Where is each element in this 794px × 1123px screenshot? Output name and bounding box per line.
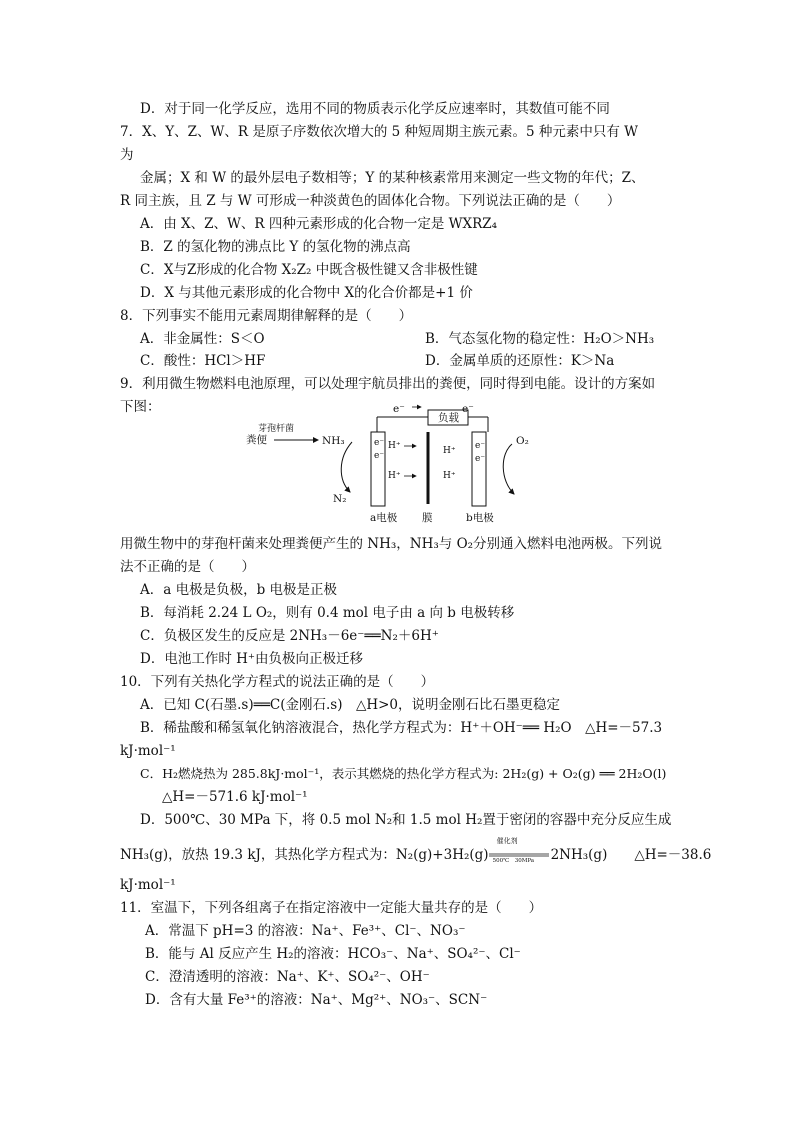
svg-text:e⁻: e⁻ xyxy=(475,454,486,464)
q7-stem-line-2: 为 xyxy=(120,147,134,163)
o2-label: O₂ xyxy=(516,435,529,447)
q11-option-a: A．常温下 pH=3 的溶液：Na⁺、Fe³⁺、Cl⁻、NO₃⁻ xyxy=(145,923,466,939)
q10-option-b-line-1: B．稀盐酸和稀氢氧化钠溶液混合，热化学方程式为：H⁺＋OH⁻══ H₂O △H=－57.3 xyxy=(140,720,663,736)
q7-stem-line-3: 金属；X 和 W 的最外层电子数相等；Y 的某种核素常用来测定一些文物的年代；Z、 xyxy=(140,170,645,186)
q10-stem: 10．下列有关热化学方程式的说法正确的是（ ） xyxy=(120,674,435,690)
q10-option-c-line-2: △H=－571.6 kJ·mol⁻¹ xyxy=(162,789,308,805)
q8-stem: 8．下列事实不能用元素周期律解释的是（ ） xyxy=(120,308,413,324)
svg-text:H⁺: H⁺ xyxy=(443,446,456,456)
load-label: 负载 xyxy=(438,412,459,424)
svg-text:H⁺: H⁺ xyxy=(443,471,456,481)
svg-text:e⁻: e⁻ xyxy=(374,438,385,448)
q11-option-d: D．含有大量 Fe³⁺的溶液：Na⁺、Mg²⁺、NO₃⁻、SCN⁻ xyxy=(145,992,488,1008)
q7-option-a: A．由 X、Z、W、R 四种元素形成的化合物一定是 WXRZ₄ xyxy=(140,216,498,232)
q9-option-a: A．a 电极是负极，b 电极是正极 xyxy=(140,582,338,598)
q9-desc-line-2: 法不正确的是（ ） xyxy=(120,559,255,575)
svg-text:H⁺: H⁺ xyxy=(388,471,401,481)
svg-text:H⁺: H⁺ xyxy=(388,441,401,451)
n2-label: N₂ xyxy=(333,493,347,505)
q9-option-c: C．负极区发生的反应是 2NH₃－6e⁻══N₂＋6H⁺ xyxy=(140,628,439,644)
condition-label: 500℃ 30MPa xyxy=(492,858,535,864)
svg-text:e⁻: e⁻ xyxy=(374,451,385,461)
q9-option-b: B．每消耗 2.24 L O₂，则有 0.4 mol 电子由 a 向 b 电极转移 xyxy=(140,605,515,621)
q9-stem-line-2: 下图： xyxy=(120,399,161,415)
q7-stem-line-4: R 同主族，且 Z 与 W 可形成一种淡黄色的固体化合物。下列说法正确的是（ ） xyxy=(120,193,621,209)
q9-stem-line-1: 9．利用微生物燃料电池原理，可以处理宇航员排出的粪便，同时得到电能。设计的方案如 xyxy=(120,376,656,392)
catalyst-arrow xyxy=(489,837,551,864)
catalyst-label: 催化剂 xyxy=(496,837,518,845)
q8-option-b: B．气态氢化物的稳定性：H₂O＞NH₃ xyxy=(425,331,655,347)
svg-text:e⁻: e⁻ xyxy=(475,441,486,451)
q10-option-c-line-1: C．H₂燃烧热为 285.8kJ·mol⁻¹，表示其燃烧的热化学方程式为: 2H₂(g) + O₂(g) ══ 2H₂O(l) xyxy=(140,766,667,781)
q9-desc-line-1: 用微生物中的芽孢杆菌来处理粪便产生的 NH₃，NH₃与 O₂分别通入燃料电池两极。下列说 xyxy=(120,536,663,552)
fuel-cell-diagram xyxy=(238,398,548,528)
q8-option-d: D．金属单质的还原性：K＞Na xyxy=(425,353,615,369)
q6-option-d: D．对于同一化学反应，选用不同的物质表示化学反应速率时，其数值可能不同 xyxy=(140,101,610,117)
q10-d-equation-left: NH₃(g)，放热 19.3 kJ，其热化学方程式为：N₂(g)+3H₂(g) xyxy=(120,847,489,863)
q10-option-d-line-3: kJ·mol⁻¹ xyxy=(120,877,176,893)
q10-option-d-line-1: D．500℃、30 MPa 下，将 0.5 mol N₂和 1.5 mol H₂置于密闭的容器中充分反应生成 xyxy=(140,812,672,828)
q10-d-equation-right: 2NH₃(g) △H=－38.6 xyxy=(550,847,712,863)
q8-option-a: A．非金属性：S＜O xyxy=(140,331,265,347)
q7-stem-line-1: 7．X、Y、Z、W、R 是原子序数依次增大的 5 种短周期主族元素。5 种元素中只有 W xyxy=(120,124,639,140)
q7-option-c: C．X与Z形成的化合物 X₂Z₂ 中既含极性键又含非极性键 xyxy=(140,262,478,278)
bacteria-label: 芽孢杆菌 xyxy=(258,424,295,434)
q11-option-b: B．能与 Al 反应产生 H₂的溶液：HCO₃⁻、Na⁺、SO₄²⁻、Cl⁻ xyxy=(145,946,521,962)
electron-label-left: e⁻ xyxy=(393,403,405,415)
q11-option-c: C．澄清透明的溶液：Na⁺、K⁺、SO₄²⁻、OH⁻ xyxy=(145,969,430,985)
feces-label: 粪便 xyxy=(246,434,267,446)
q10-option-a: A．已知 C(石墨.s)══C(金刚石.s) △H>0，说明金刚石比石墨更稳定 xyxy=(140,697,561,713)
electron-label-right: e⁻ xyxy=(462,403,474,415)
q10-option-d-line-2 xyxy=(120,837,712,864)
membrane-label: 膜 xyxy=(422,512,433,524)
q7-option-b: B．Z 的氢化物的沸点比 Y 的氢化物的沸点高 xyxy=(140,239,411,255)
q9-option-d: D．电池工作时 H⁺由负极向正极迁移 xyxy=(140,651,364,667)
q8-option-c: C．酸性：HCl＞HF xyxy=(140,353,266,369)
q7-option-d: D．X 与其他元素形成的化合物中 X的化合价都是+1 价 xyxy=(140,285,473,301)
electrode-a-label: a电极 xyxy=(370,512,398,524)
nh3-label: NH₃ xyxy=(322,435,345,447)
electrode-b-label: b电极 xyxy=(466,512,494,524)
q10-option-b-line-2: kJ·mol⁻¹ xyxy=(120,743,176,759)
q11-stem: 11．室温下，下列各组离子在指定溶液中一定能大量共存的是（ ） xyxy=(120,900,543,916)
